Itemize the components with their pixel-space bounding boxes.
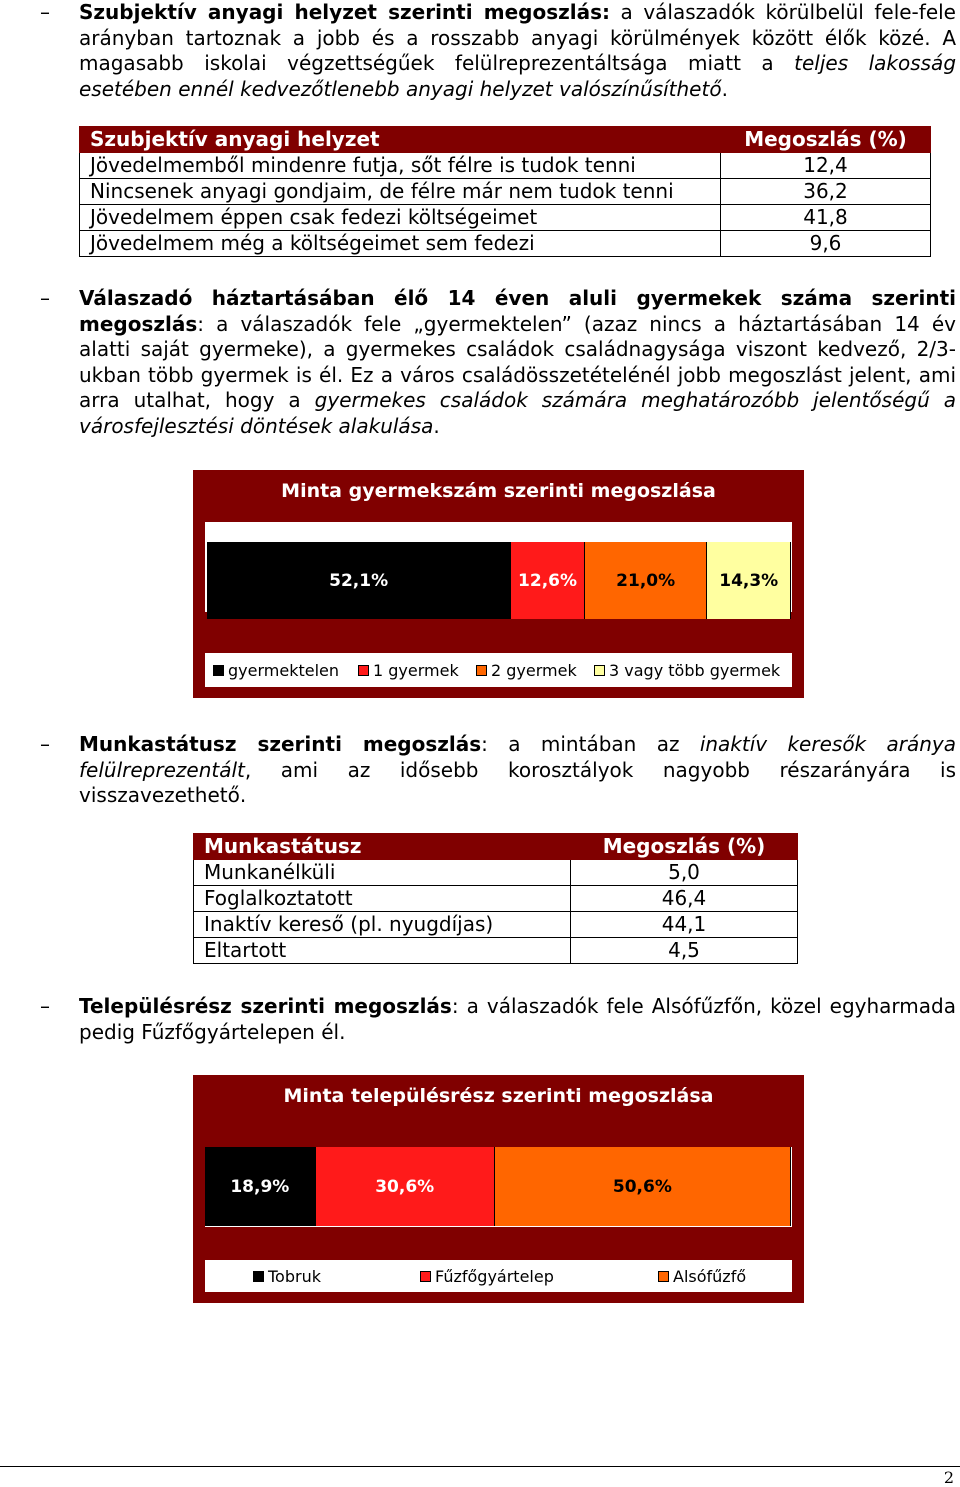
table-cell: Jövedelmem még a költségeimet sem fedezi xyxy=(80,231,721,257)
bar-segment xyxy=(316,1147,495,1226)
table-cell: Foglalkoztatott xyxy=(194,886,571,912)
table-cell: 44,1 xyxy=(571,912,798,938)
table-employment-status xyxy=(193,833,798,964)
legend-item xyxy=(253,1260,321,1292)
legend-label: Fűzfőgyártelep xyxy=(435,1266,554,1286)
paragraph-children-count xyxy=(79,286,956,439)
chart-title: Minta településrész szerinti megoszlása xyxy=(283,1085,714,1107)
legend-item xyxy=(476,653,577,687)
paragraph-lead: Válaszadó háztartásában élő 14 éven aluli gyermekek száma szerinti megoszlás xyxy=(79,286,956,336)
bar-segment xyxy=(207,542,511,619)
table-cell: Inaktív kereső (pl. nyugdíjas) xyxy=(194,912,571,938)
table-row xyxy=(194,886,798,912)
legend-swatch xyxy=(594,665,605,676)
table-row xyxy=(194,938,798,964)
bar-segment xyxy=(511,542,585,619)
bar-segment xyxy=(205,1147,316,1226)
bar-segment xyxy=(585,542,708,619)
table-cell: 36,2 xyxy=(721,179,931,205)
legend-swatch xyxy=(358,665,369,676)
chart-children-distribution xyxy=(193,470,804,698)
legend-label: Tobruk xyxy=(268,1266,321,1286)
table-cell: Jövedelmem éppen csak fedezi költségeimet xyxy=(80,205,721,231)
legend-item xyxy=(658,1260,746,1292)
table-row xyxy=(194,860,798,886)
data-label: 52,1% xyxy=(329,570,389,591)
paragraph-emphasis: inaktív keresők aránya felülreprezentált xyxy=(79,732,956,782)
chart-title: Minta gyermekszám szerinti megoszlása xyxy=(281,480,716,502)
chart-legend xyxy=(205,1260,792,1292)
paragraph-text: , ami az idősebb korosztályok nagyobb részarányára is visszavezethető. xyxy=(79,757,956,807)
data-label: 14,3% xyxy=(719,570,779,591)
table-header-cell: Munkastátusz xyxy=(194,834,571,860)
paragraph-lead: Munkastátusz szerinti megoszlás xyxy=(79,732,482,756)
footer-rule xyxy=(0,1466,960,1467)
paragraph-district xyxy=(79,994,956,1045)
data-label: 21,0% xyxy=(616,570,676,591)
chart-legend xyxy=(205,653,792,687)
legend-label: gyermektelen xyxy=(228,660,340,680)
table-cell: 9,6 xyxy=(721,231,931,257)
paragraph-text: . xyxy=(721,76,728,101)
data-label: 30,6% xyxy=(375,1176,435,1197)
bullet-dash: – xyxy=(40,286,50,310)
table-cell: 41,8 xyxy=(721,205,931,231)
paragraph-lead: Településrész szerinti megoszlás xyxy=(79,994,452,1018)
table-header-cell: Megoszlás (%) xyxy=(571,834,798,860)
table-subjective-finances xyxy=(79,126,931,257)
paragraph-text: . xyxy=(433,413,440,438)
data-label: 12,6% xyxy=(518,570,578,591)
legend-label: 3 vagy több gyermek xyxy=(609,660,781,680)
table-header-cell: Megoszlás (%) xyxy=(721,127,931,153)
legend-item xyxy=(594,653,780,687)
legend-label: Alsófűzfő xyxy=(673,1266,747,1286)
chart-district-distribution xyxy=(193,1075,804,1303)
paragraph-subjective-finances xyxy=(79,0,956,102)
table-row xyxy=(80,179,931,205)
paragraph-employment-status xyxy=(79,732,956,809)
legend-swatch xyxy=(420,1271,431,1282)
table-cell: Nincsenek anyagi gondjaim, de félre már nem tudok tenni xyxy=(80,179,721,205)
table-cell: 46,4 xyxy=(571,886,798,912)
bar-segment xyxy=(707,542,791,619)
paragraph-text: : a válaszadók fele Alsófűzfőn, közel egyharmada pedig Fűzfőgyártelepen él. xyxy=(79,994,956,1044)
bullet-dash: – xyxy=(40,732,50,756)
chart-plot-area xyxy=(205,1147,792,1227)
paragraph-text: : a válaszadók fele „gyermektelen” (azaz nincs a háztartásában 14 év alatti saját gyermeke), a gyermekes családok családnagysága viszont kedvező, 2/3-ukban több gyermek is él. Ez a város családösszetételénél jobb megoszlást jelent, ami arra utalhat, hogy a xyxy=(79,311,956,412)
bullet-dash: – xyxy=(40,994,50,1018)
table-cell: Eltartott xyxy=(194,938,571,964)
legend-swatch xyxy=(253,1271,264,1282)
legend-item xyxy=(213,653,339,687)
legend-label: 1 gyermek xyxy=(373,660,459,680)
stacked-bar xyxy=(207,542,791,619)
table-header-row xyxy=(194,834,798,860)
page-number: 2 xyxy=(943,1468,954,1487)
table-row xyxy=(80,231,931,257)
legend-item xyxy=(358,653,459,687)
table-cell: Jövedelmemből mindenre futja, sőt félre is tudok tenni xyxy=(80,153,721,179)
table-header-cell: Szubjektív anyagi helyzet xyxy=(80,127,721,153)
legend-item xyxy=(420,1260,554,1292)
table-row xyxy=(194,912,798,938)
table-cell: Munkanélküli xyxy=(194,860,571,886)
paragraph-emphasis: teljes lakosság esetében ennél kedvezőtlenebb anyagi helyzet valószínűsíthető xyxy=(79,51,957,101)
bar-segment xyxy=(495,1147,791,1226)
paragraph-lead: Szubjektív anyagi helyzet szerinti megoszlás: xyxy=(79,0,610,24)
table-row xyxy=(80,205,931,231)
chart-plot-area xyxy=(205,522,792,612)
data-label: 18,9% xyxy=(230,1176,290,1197)
table-row xyxy=(80,153,931,179)
legend-label: 2 gyermek xyxy=(491,660,577,680)
legend-swatch xyxy=(476,665,487,676)
table-header-row xyxy=(80,127,931,153)
bullet-dash: – xyxy=(40,0,50,24)
table-cell: 5,0 xyxy=(571,860,798,886)
data-label: 50,6% xyxy=(612,1176,672,1197)
legend-swatch xyxy=(658,1271,669,1282)
paragraph-text: : a mintában az xyxy=(481,732,700,756)
table-cell: 12,4 xyxy=(721,153,931,179)
paragraph-emphasis: gyermekes családok számára meghatározóbb jelentőségű a városfejlesztési döntések alakulása xyxy=(79,388,956,438)
paragraph-text: a válaszadók körülbelül fele-fele arányban tartoznak a jobb és a rosszabb anyagi körülmények között élők közé. A magasabb iskolai végzettségűek felülreprezentáltsága miatt a xyxy=(79,0,956,75)
table-cell: 4,5 xyxy=(571,938,798,964)
stacked-bar xyxy=(205,1147,791,1226)
legend-swatch xyxy=(213,665,224,676)
